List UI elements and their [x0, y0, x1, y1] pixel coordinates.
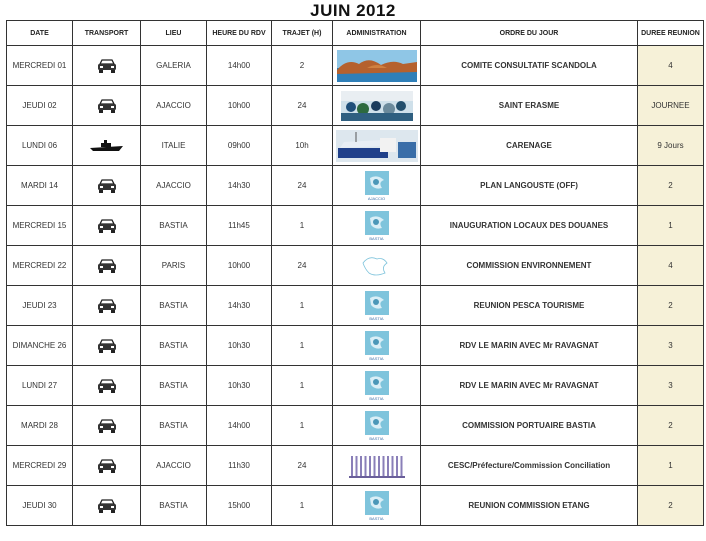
cell-duree: 4: [638, 46, 704, 86]
cell-trajet: 2: [272, 46, 333, 86]
table-row: [7, 286, 704, 326]
cell-ordre-du-jour: PLAN LANGOUSTE (OFF): [421, 166, 638, 206]
administration-image: [333, 130, 420, 162]
cell-ordre-du-jour: SAINT ERASME: [421, 86, 638, 126]
cell-heure: 14h30: [207, 166, 272, 206]
cell-duree: 3: [638, 326, 704, 366]
cell-heure: 14h00: [207, 46, 272, 86]
administration-image: [333, 50, 420, 82]
cell-transport: [73, 86, 141, 126]
cell-trajet: 1: [272, 486, 333, 526]
schedule-table: [6, 20, 704, 526]
car-icon: [96, 421, 118, 430]
cell-date: MARDI 14: [7, 166, 73, 206]
header-ordre: ORDRE DU JOUR: [421, 21, 638, 46]
table-row: [7, 326, 704, 366]
admin-caption: BASTIA: [369, 436, 384, 441]
cell-ordre-du-jour: RDV LE MARIN AVEC Mr RAVAGNAT: [421, 366, 638, 406]
cell-date: LUNDI 06: [7, 126, 73, 166]
header-heure: HEURE DU RDV: [207, 21, 272, 46]
admin-caption: BASTIA: [369, 516, 384, 521]
header-transport: TRANSPORT: [73, 21, 141, 46]
administration-image: [333, 370, 420, 396]
header-duree: DUREE REUNION: [638, 21, 704, 46]
table-row: [7, 166, 704, 206]
cell-date: LUNDI 27: [7, 366, 73, 406]
cell-duree: JOURNEE: [638, 86, 704, 126]
table-row: [7, 366, 704, 406]
cell-date: JEUDI 23: [7, 286, 73, 326]
header-administration: ADMINISTRATION: [333, 21, 421, 46]
administration-image: [333, 210, 420, 236]
administration-image: [333, 290, 420, 316]
administration-image: [333, 91, 420, 121]
header-date: DATE: [7, 21, 73, 46]
table-row: [7, 126, 704, 166]
cell-administration: [333, 486, 421, 526]
cell-duree: 2: [638, 406, 704, 446]
car-icon: [96, 501, 118, 510]
cell-trajet: 24: [272, 446, 333, 486]
cell-lieu: PARIS: [141, 246, 207, 286]
admin-caption: BASTIA: [369, 316, 384, 321]
administration-image: [333, 410, 420, 436]
cell-lieu: ITALIE: [141, 126, 207, 166]
cell-date: MARDI 28: [7, 406, 73, 446]
table-row: [7, 406, 704, 446]
cell-heure: 15h00: [207, 486, 272, 526]
cell-ordre-du-jour: CESC/Préfecture/Commission Conciliation: [421, 446, 638, 486]
cell-lieu: AJACCIO: [141, 166, 207, 206]
cell-ordre-du-jour: RDV LE MARIN AVEC Mr RAVAGNAT: [421, 326, 638, 366]
cell-date: MERCREDI 15: [7, 206, 73, 246]
cell-ordre-du-jour: CARENAGE: [421, 126, 638, 166]
cell-lieu: BASTIA: [141, 206, 207, 246]
cell-administration: [333, 206, 421, 246]
cell-date: MERCREDI 01: [7, 46, 73, 86]
cell-heure: 11h30: [207, 446, 272, 486]
header-trajet: TRAJET (H): [272, 21, 333, 46]
table-row: [7, 486, 704, 526]
cell-lieu: BASTIA: [141, 486, 207, 526]
administration-image: [333, 452, 420, 480]
admin-caption: BASTIA: [369, 356, 384, 361]
cell-trajet: 24: [272, 86, 333, 126]
cell-ordre-du-jour: COMMISSION ENVIRONNEMENT: [421, 246, 638, 286]
cell-trajet: 1: [272, 286, 333, 326]
cell-duree: 4: [638, 246, 704, 286]
cell-lieu: GALERIA: [141, 46, 207, 86]
cell-administration: [333, 446, 421, 486]
table-row: [7, 206, 704, 246]
cell-administration: [333, 166, 421, 206]
car-icon: [96, 221, 118, 230]
car-icon: [96, 181, 118, 190]
cell-date: MERCREDI 29: [7, 446, 73, 486]
cell-administration: [333, 406, 421, 446]
cell-transport: [73, 406, 141, 446]
cell-administration: [333, 126, 421, 166]
cell-date: JEUDI 30: [7, 486, 73, 526]
cell-trajet: 1: [272, 206, 333, 246]
cell-transport: [73, 206, 141, 246]
cell-administration: [333, 246, 421, 286]
cell-duree: 3: [638, 366, 704, 406]
cell-heure: 09h00: [207, 126, 272, 166]
car-icon: [96, 341, 118, 350]
car-icon: [96, 101, 118, 110]
administration-image: [333, 330, 420, 356]
cell-duree: 2: [638, 286, 704, 326]
cell-heure: 11h45: [207, 206, 272, 246]
cell-ordre-du-jour: REUNION COMMISSION ETANG: [421, 486, 638, 526]
cell-ordre-du-jour: COMITE CONSULTATIF SCANDOLA: [421, 46, 638, 86]
admin-caption: BASTIA: [369, 236, 384, 241]
cell-transport: [73, 486, 141, 526]
cell-lieu: BASTIA: [141, 366, 207, 406]
car-icon: [96, 461, 118, 470]
table-row: [7, 246, 704, 286]
cell-trajet: 10h: [272, 126, 333, 166]
car-icon: [96, 261, 118, 270]
cell-transport: [73, 326, 141, 366]
cell-heure: 14h00: [207, 406, 272, 446]
cell-transport: [73, 166, 141, 206]
cell-transport: [73, 286, 141, 326]
cell-administration: [333, 286, 421, 326]
cell-ordre-du-jour: INAUGURATION LOCAUX DES DOUANES: [421, 206, 638, 246]
cell-trajet: 1: [272, 366, 333, 406]
cell-lieu: AJACCIO: [141, 446, 207, 486]
car-icon: [96, 61, 118, 70]
cell-duree: 9 Jours: [638, 126, 704, 166]
cell-transport: [73, 246, 141, 286]
cell-administration: [333, 326, 421, 366]
car-icon: [96, 301, 118, 310]
admin-caption: AJACCIO: [367, 196, 386, 201]
cell-lieu: BASTIA: [141, 326, 207, 366]
cell-ordre-du-jour: REUNION PESCA TOURISME: [421, 286, 638, 326]
cell-trajet: 1: [272, 326, 333, 366]
cell-duree: 2: [638, 486, 704, 526]
cell-duree: 1: [638, 206, 704, 246]
cell-date: MERCREDI 22: [7, 246, 73, 286]
cell-lieu: BASTIA: [141, 286, 207, 326]
administration-image: [333, 490, 420, 516]
cell-heure: 10h30: [207, 326, 272, 366]
administration-image: [333, 251, 420, 281]
cell-duree: 1: [638, 446, 704, 486]
cell-trajet: 24: [272, 166, 333, 206]
admin-caption: BASTIA: [369, 396, 384, 401]
cell-heure: 10h00: [207, 246, 272, 286]
cell-heure: 10h30: [207, 366, 272, 406]
cell-trajet: 24: [272, 246, 333, 286]
cell-transport: [73, 366, 141, 406]
cell-administration: [333, 46, 421, 86]
cell-heure: 14h30: [207, 286, 272, 326]
cell-administration: [333, 366, 421, 406]
cell-transport: [73, 446, 141, 486]
table-row: [7, 46, 704, 86]
cell-lieu: BASTIA: [141, 406, 207, 446]
header-row: [7, 21, 704, 46]
cell-transport: [73, 126, 141, 166]
cell-lieu: AJACCIO: [141, 86, 207, 126]
table-row: [7, 86, 704, 126]
table-row: [7, 446, 704, 486]
page-title: JUIN 2012: [310, 1, 396, 20]
cell-transport: [73, 46, 141, 86]
cell-date: DIMANCHE 26: [7, 326, 73, 366]
header-lieu: LIEU: [141, 21, 207, 46]
cell-trajet: 1: [272, 406, 333, 446]
cell-duree: 2: [638, 166, 704, 206]
cell-date: JEUDI 02: [7, 86, 73, 126]
administration-image: [333, 170, 420, 196]
boat-icon: [89, 141, 125, 150]
car-icon: [96, 381, 118, 390]
cell-ordre-du-jour: COMMISSION PORTUAIRE BASTIA: [421, 406, 638, 446]
cell-heure: 10h00: [207, 86, 272, 126]
cell-administration: [333, 86, 421, 126]
